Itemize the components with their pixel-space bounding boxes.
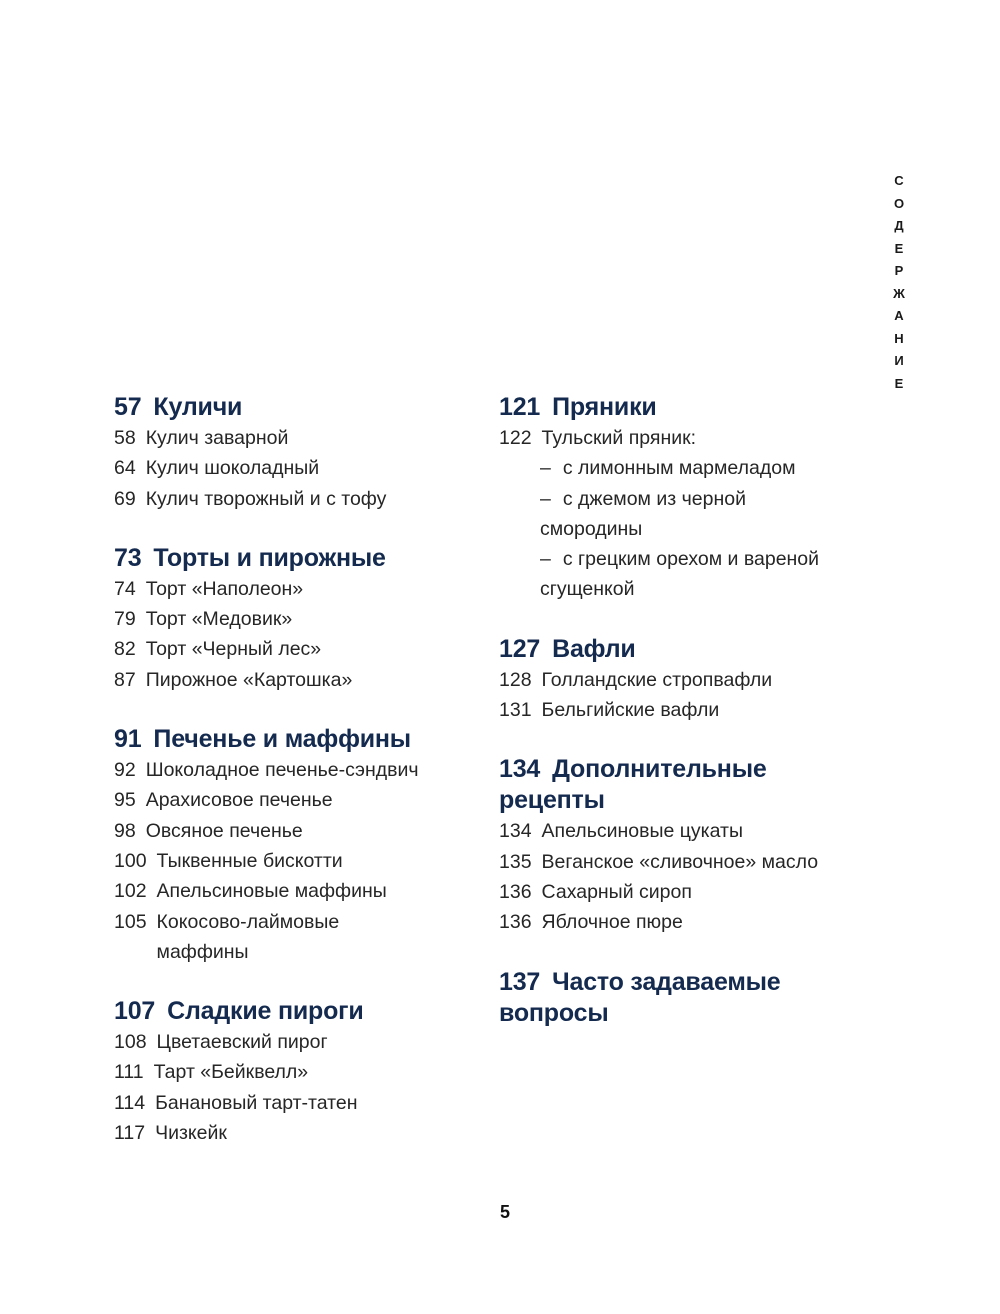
side-label-letter: И <box>894 353 904 368</box>
toc-entry[interactable]: 100 Тыквенные бискотти <box>114 849 343 872</box>
side-label-letter: А <box>894 308 904 323</box>
toc-entry[interactable]: 74 Торт «Наполеон» <box>114 577 304 600</box>
toc-entry[interactable]: 108 Цветаевский пирог <box>114 1031 328 1054</box>
section-title[interactable]: 137 Часто задаваемые <box>499 967 781 996</box>
toc-section-pechenye <box>114 724 474 967</box>
section-title-cont[interactable]: вопросы <box>499 998 609 1027</box>
page-number: 5 <box>499 1202 510 1222</box>
toc-section-faq <box>499 967 859 1029</box>
toc-section-vafli <box>499 634 859 726</box>
section-title[interactable]: 134 Дополнительные <box>499 755 767 784</box>
toc-sub-entry[interactable]: – с лимонным мармеладом <box>540 457 796 480</box>
toc-right-column <box>499 392 859 1058</box>
toc-entry[interactable]: 136 Яблочное пюре <box>499 911 683 934</box>
side-label-letter: Р <box>894 263 904 278</box>
toc-section-pirogi <box>114 996 474 1148</box>
toc-left-column <box>114 392 474 1177</box>
section-title[interactable]: 57 Куличи <box>114 393 243 421</box>
toc-entry[interactable]: 58 Кулич заварной <box>114 427 289 449</box>
section-title[interactable]: 91 Печенье и маффины <box>114 725 411 754</box>
toc-entry[interactable]: 134 Апельсиновые цукаты <box>499 820 743 843</box>
toc-entry[interactable]: 105 Кокосово-лаймовые маффины <box>114 910 340 963</box>
toc-section-kulichi <box>114 392 474 514</box>
toc-entry[interactable]: 128 Голландские стропвафли <box>499 668 773 691</box>
side-label-letter: Д <box>894 218 904 233</box>
toc-entry[interactable]: 69 Кулич творожный и с тофу <box>114 487 387 510</box>
side-label-letter: Е <box>894 375 904 391</box>
toc-entry[interactable]: 95 Арахисовое печенье <box>114 789 333 812</box>
toc-entry[interactable]: 114 Банановый тарт-татен <box>114 1091 358 1114</box>
section-title-cont[interactable]: рецепты <box>499 786 605 815</box>
toc-sub-entry[interactable]: – с джемом из черной смородины <box>540 487 746 540</box>
side-label-letter: Е <box>894 240 904 256</box>
toc-entry[interactable]: 87 Пирожное «Картошка» <box>114 668 353 691</box>
side-label-letter: Ж <box>893 285 905 301</box>
side-label-letter: О <box>893 195 905 211</box>
toc-entry[interactable]: 111 Тарт «Бейквелл» <box>114 1061 309 1084</box>
toc-entry[interactable]: 135 Веганское «сливочное» масло <box>499 850 819 873</box>
side-label-letter: Н <box>894 330 904 346</box>
toc-entry[interactable]: 136 Сахарный сироп <box>499 880 692 903</box>
section-title[interactable]: 107 Сладкие пироги <box>114 997 364 1026</box>
toc-section-torty <box>114 543 474 695</box>
toc-entry[interactable]: 117 Чизкейк <box>114 1122 227 1145</box>
toc-sub-entry[interactable]: – с грецким орехом и вареной сгущенкой <box>540 548 820 601</box>
section-title[interactable]: 121 Пряники <box>499 393 657 421</box>
section-title[interactable]: 73 Торты и пирожные <box>114 543 386 572</box>
toc-section-pryaniki <box>499 392 859 605</box>
toc-entry[interactable]: 102 Апельсиновые маффины <box>114 880 387 903</box>
toc-entry[interactable]: 131 Бельгийские вафли <box>499 699 720 722</box>
toc-entry[interactable]: 64 Кулич шоколадный <box>114 457 320 480</box>
section-title[interactable]: 127 Вафли <box>499 634 636 663</box>
toc-entry[interactable]: 82 Торт «Черный лес» <box>114 638 322 661</box>
toc-entry[interactable]: 98 Овсяное печенье <box>114 819 303 842</box>
toc-entry[interactable]: 79 Торт «Медовик» <box>114 608 293 631</box>
toc-entry[interactable]: 122 Тульский пряник: <box>499 427 697 449</box>
side-label-letter: С <box>894 173 904 188</box>
side-section-label <box>884 170 914 395</box>
toc-entry[interactable]: 92 Шоколадное печенье-сэндвич <box>114 759 419 782</box>
toc-section-dop <box>499 754 859 937</box>
